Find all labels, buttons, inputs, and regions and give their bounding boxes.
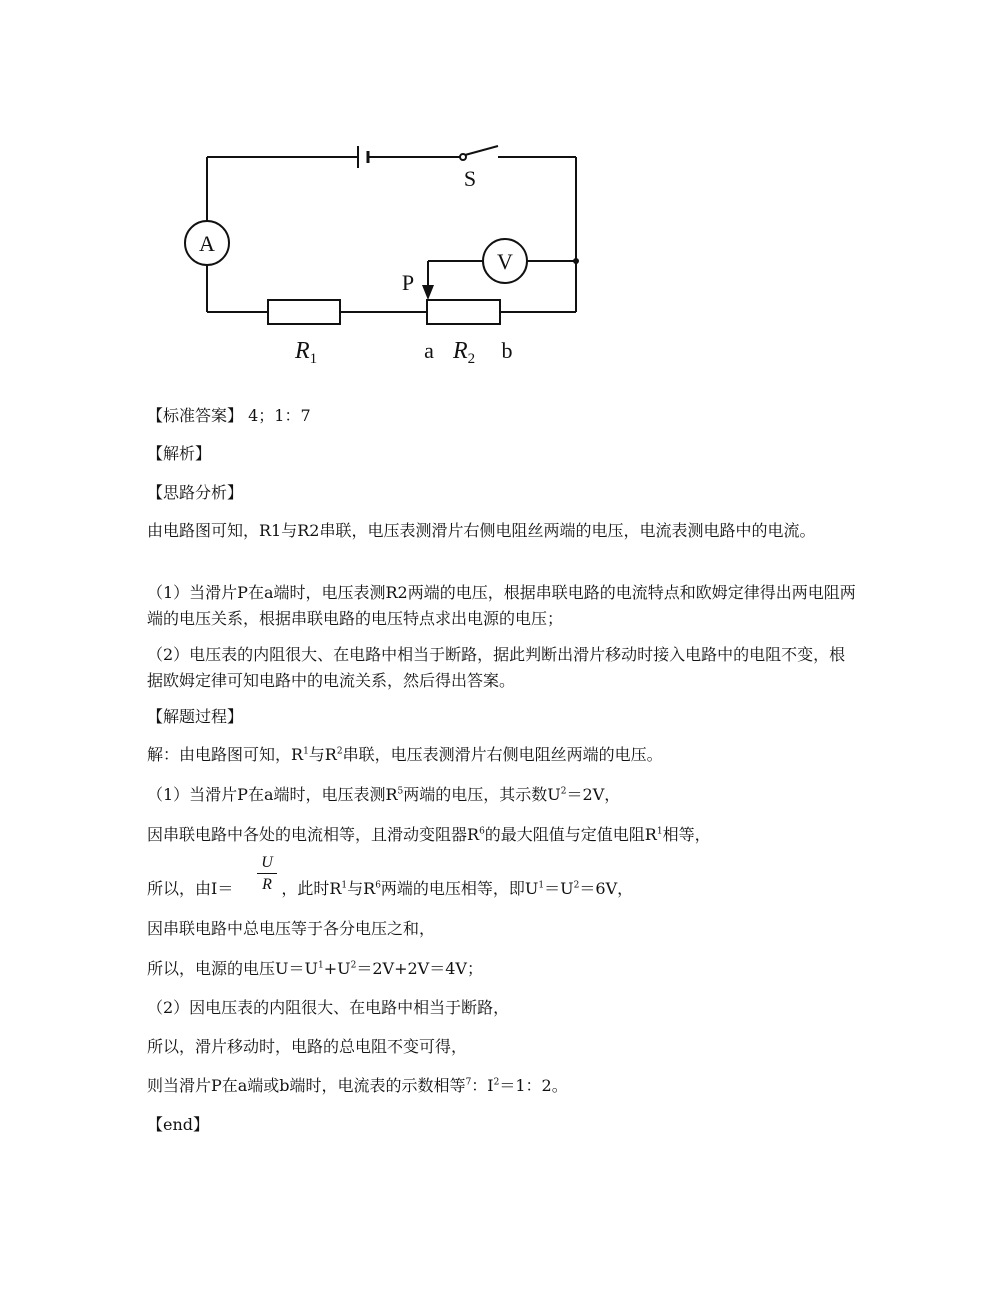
r1-label: $R_1$ [295,338,318,367]
solution-line-9: 则当滑片P在a端或b端时，电流表的示数相等$^7$：$I^2=1$：2。 [147,1076,568,1095]
solution-line-8: 所以，滑片移动时，电路的总电阻不变可得， [147,1037,468,1056]
r2-label: $R_2$ [453,338,476,367]
end-marker: 【end】 [147,1115,210,1134]
idea-heading: 【思路分析】 [147,483,244,502]
slider-label: P [401,270,415,295]
ohms-law-fraction [257,854,277,894]
idea-paragraph-2: （1）当滑片P在a端时，电压表测R2两端的电压，根据串联电路的电流特点和欧姆定律得出两电阻两端的电压关系，根据串联电路的电压特点求出电源的电压； [147,583,856,628]
switch-blade [465,146,498,155]
end-b-label: b [501,338,513,363]
solution-line-7: （2）因电压表的内阻很大、在电路中相当于断路， [147,998,510,1017]
end-a-label: a [424,338,434,363]
resistor-r1 [268,300,340,324]
answer-label: 【标准答案】 [147,406,244,425]
standard-answer [147,403,859,429]
idea-paragraph-3: （2）电压表的内阻很大、在电路中相当于断路，据此判断出滑片移动时接入电路中的电阻不变，根据欧姆定律可知电路中的电流关系，然后得出答案。 [147,645,846,690]
resistor-r2 [427,300,500,324]
fraction-bar [257,873,277,874]
ammeter-label: A [199,231,215,256]
solution-line-6: 所以，电源的电压$U=U^1+U^2=2V+2V=4V$； [147,959,483,978]
circuit-diagram [165,140,595,375]
answer-value: 4；1：7 [243,406,311,425]
voltmeter-label: V [497,249,513,274]
switch-label: S [463,166,477,191]
solution-line-4: 所以，由I＝ ，此时$R^1$与$R^6$两端的电压相等，即$U^1=U^2=6V$， [147,879,634,898]
junction-dot [573,258,579,264]
idea-paragraph-1: 由电路图可知，R1与R2串联，电压表测滑片右侧电阻丝两端的电压，电流表测电路中的电流。 [147,521,816,540]
solution-line-5: 因串联电路中总电压等于各分电压之和， [147,919,436,938]
slider-arrow [422,285,434,300]
solution-line-2: （1）当滑片P在a端时，电压表测$R^5$两端的电压，其示数$U^2=2V$， [147,785,621,804]
fraction-numerator: U [261,854,273,871]
solution-line-1: 解：由电路图可知，$R^1$与$R^2$串联，电压表测滑片右侧电阻丝两端的电压。 [147,745,663,764]
solution-line-3: 因串联电路中各处的电流相等，且滑动变阻器$R^6$的最大阻值与定值电阻$R^1$相等， [147,825,711,844]
fraction-denominator: R [262,876,272,893]
analysis-heading: 【解析】 [147,444,212,463]
process-heading: 【解题过程】 [147,707,244,726]
